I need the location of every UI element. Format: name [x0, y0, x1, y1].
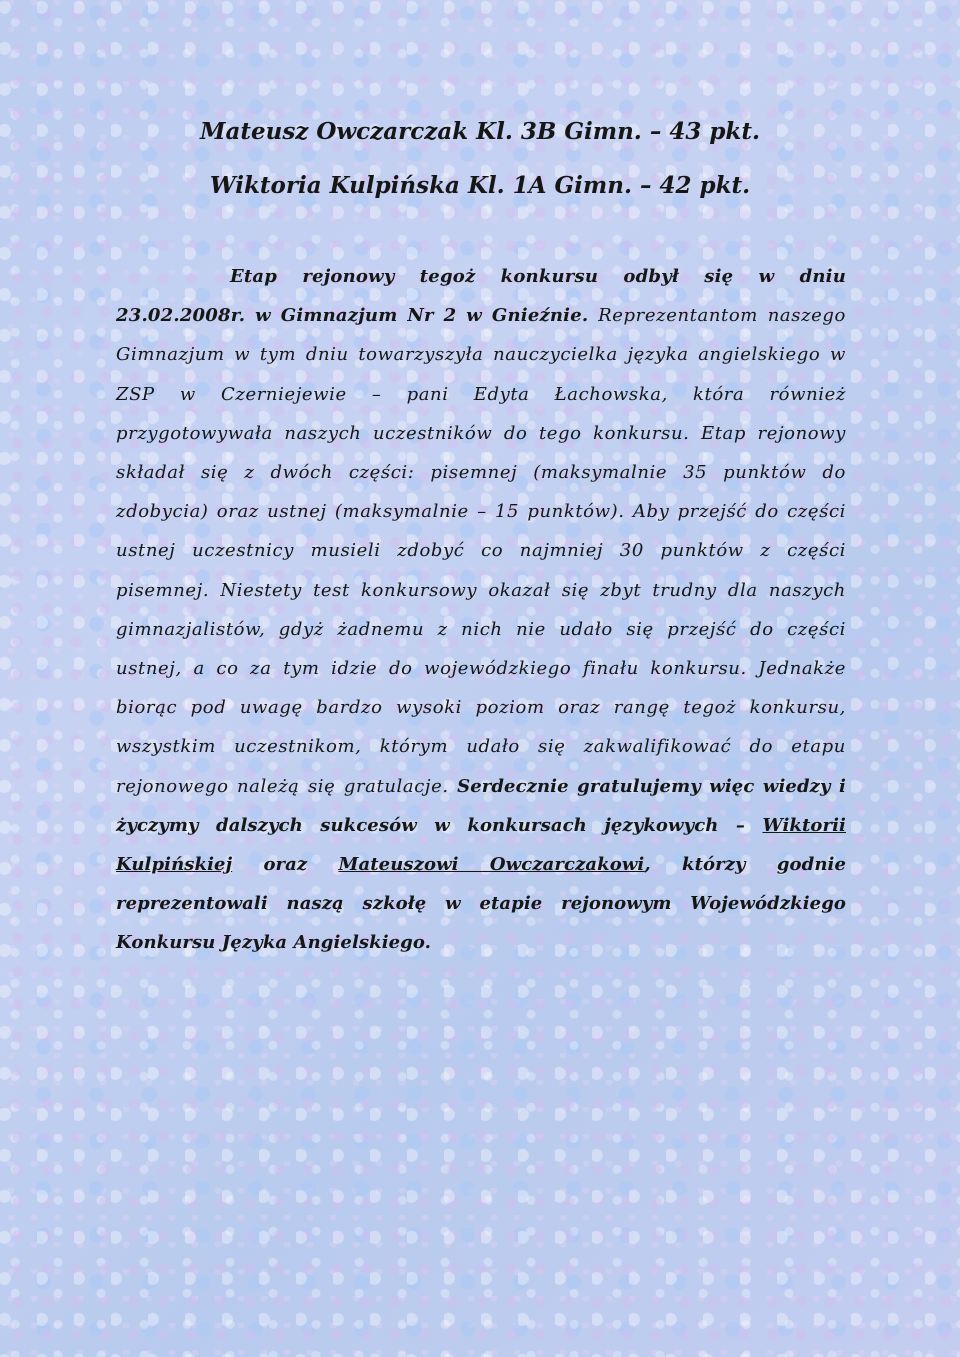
- closing-text: , którzy godnie reprezentowali naszą szkołę w etapie rejonowym Wojewódzkiego Konkursu Języka Angielskiego.: [116, 854, 847, 954]
- conjunction-text: oraz: [263, 854, 308, 876]
- student-name-mateusz: Mateuszowi Owczarczakowi: [338, 854, 645, 876]
- result-line-mateusz: Mateusz Owczarczak Kl. 3B Gimn. – 43 pkt.: [199, 118, 760, 145]
- intro-sentence: Etap rejonowy tegoż konkursu odbył się w dniu 23.02.2008r. w Gimnazjum Nr 2 w Gnieźnie.: [116, 266, 846, 327]
- result-line-wiktoria: Wiktoria Kulpińska Kl. 1A Gimn. – 42 pkt.: [209, 172, 751, 199]
- body-text: Reprezentantom naszego Gimnazjum w tym dniu towarzyszyła nauczycielka języka angielskiego w ZSP w Czerniejewie – pani Edyta Łachowska, która również przygotowywała naszych uczestników do tego konkursu. Etap rejonowy składał się z dwóch części: pisemnej (maksymalnie 35 punktów do zdobycia) oraz ustnej (maksymalnie – 15 punktów). Aby przejść do części ustnej uczestnicy musieli zdobyć co najmniej 30 punktów z części pisemnej. Niestety test konkursowy okazał się zbyt trudny dla naszych gimnazjalistów, gdyż żadnemu z nich nie udało się przejść do części ustnej, a co za tym idzie do wojewódzkiego finału konkursu. Jednakże biorąc pod uwagę bardzo wysoki poziom oraz rangę tegoż konkursu, wszystkim uczestnikom, którym udało się zakwalifikować do etapu rejonowego należą się gratulacje.: [116, 305, 846, 797]
- student-name-wiktoria: Wiktorii Kulpińskiej: [116, 814, 846, 876]
- article-paragraph: [116, 257, 846, 963]
- congratulations-text: Serdecznie gratulujemy więc wiedzy i życzymy dalszych sukcesów w konkursach językowych –: [116, 775, 846, 836]
